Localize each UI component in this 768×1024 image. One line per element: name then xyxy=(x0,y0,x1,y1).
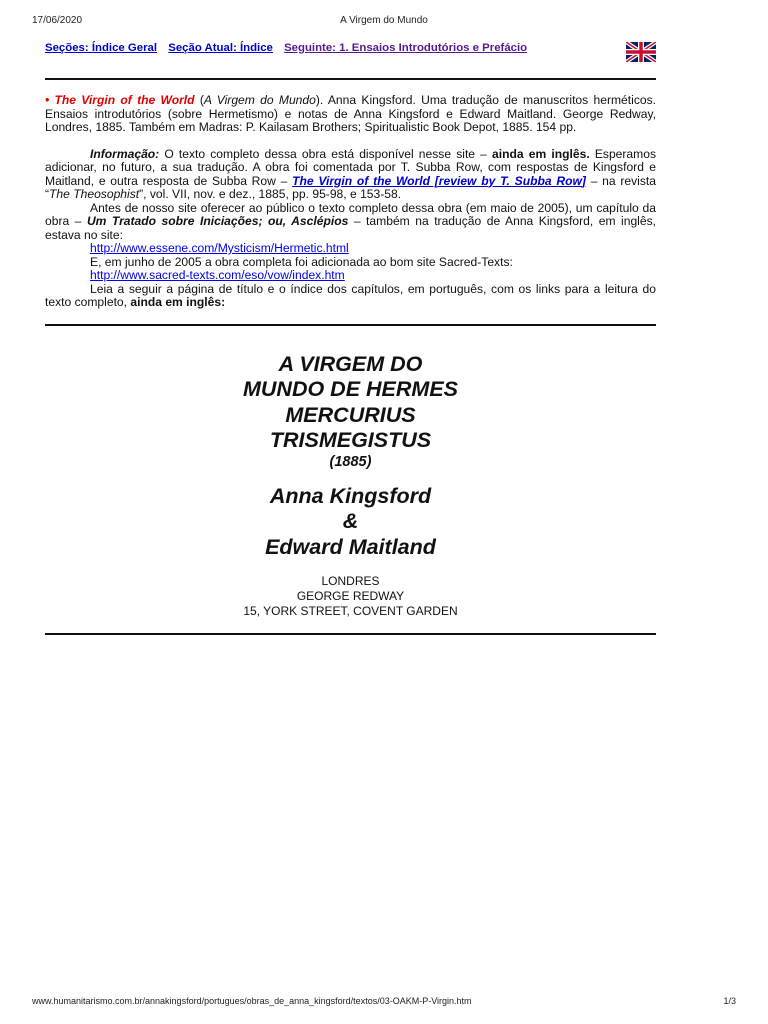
info-text-1: O texto completo dessa obra está disponível nesse site – xyxy=(159,146,493,161)
publisher-info xyxy=(45,574,656,619)
title-line-4: TRISMEGISTUS xyxy=(269,428,432,452)
authors xyxy=(45,484,656,561)
author-ampersand: & xyxy=(342,509,359,533)
before-text-2: – também na tradução de Anna Kingsford, em inglês, estava no site: xyxy=(45,214,656,242)
info-text-4: ”, vol. VII, nov. e dez., 1885, pp. 95-98, e 153-58. xyxy=(139,187,402,201)
chapter-title: Um Tratado sobre Iniciações; ou, Asclépios xyxy=(86,214,349,228)
print-date: 17/06/2020 xyxy=(32,15,83,26)
read-more-paragraph xyxy=(45,283,656,310)
print-footer xyxy=(32,996,736,1010)
before-text-1: Antes de nosso site oferecer ao público o texto completo dessa obra (em maio de 2005), um capítulo da obra – xyxy=(45,200,656,228)
book-title-portuguese: A Virgem do Mundo xyxy=(203,93,316,107)
publisher-name: GEORGE REDWAY xyxy=(296,589,405,603)
page-content xyxy=(45,42,656,635)
info-bold-1: ainda em inglês. xyxy=(492,146,590,161)
title-line-2: MUNDO DE HERMES xyxy=(242,377,458,401)
read-more-bold: ainda em inglês: xyxy=(130,295,226,309)
print-url: www.humanitarismo.com.br/annakingsford/portugues/obras_de_anna_kingsford/textos/03-OAKM-P-Virgin.htm xyxy=(32,996,472,1006)
essene-link[interactable]: http://www.essene.com/Mysticism/Hermetic.html xyxy=(90,241,349,255)
info-text-3: – na revista “ xyxy=(45,173,656,201)
intro-description: ). Anna Kingsford. Uma tradução de manuscritos herméticos. Ensaios introdutórios (sobre Hermetismo) e notas de Anna Kingsford e Edward Maitland. George Redway, Londres, 1885. Também em Madras: P. Kailasam Brothers; Spiritualistic Book Depot, 1885. 154 pp. xyxy=(45,93,656,134)
title-year: (1885) xyxy=(329,453,372,470)
read-more-text: Leia a seguir a página de título e o índice dos capítulos, em português, com os links para a leitura do texto completo, xyxy=(45,281,656,309)
page-number: 1/3 xyxy=(723,996,736,1006)
title-line-3: MERCURIUS xyxy=(285,402,416,427)
divider-middle xyxy=(45,324,656,326)
sacred-texts-link[interactable]: http://www.sacred-texts.com/eso/vow/index.htm xyxy=(90,268,345,282)
book-title-english: • The Virgin of the World xyxy=(45,93,195,107)
author-2: Edward Maitland xyxy=(265,534,436,559)
publisher-address: 15, YORK STREET, COVENT GARDEN xyxy=(243,604,458,618)
june-text: E, em junho de 2005 a obra completa foi adicionada ao bom site Sacred-Texts: xyxy=(90,254,513,269)
info-label: Informação: xyxy=(90,146,160,161)
divider-bottom xyxy=(45,633,656,635)
info-text-2: Esperamos adicionar, no futuro, a sua tradução. A obra foi comentada por T. Subba Row, com respostas de Kingsford e Maitland, e outra resposta de Subba Row – xyxy=(45,146,657,188)
title-page xyxy=(45,352,656,620)
nav-link-general-index[interactable]: Seções: Índice Geral xyxy=(45,42,158,54)
uk-flag-icon[interactable] xyxy=(626,42,656,62)
review-link[interactable]: The Virgin of the World [review by T. Subba Row] xyxy=(292,173,586,188)
nav-link-current-section[interactable]: Seção Atual: Índice xyxy=(168,42,273,54)
link2-line xyxy=(45,269,656,283)
info-paragraph xyxy=(45,148,656,202)
print-header xyxy=(32,15,736,31)
link1-line xyxy=(45,242,656,256)
print-title: A Virgem do Mundo xyxy=(340,15,428,26)
magazine-name: The Theosophist xyxy=(49,187,140,201)
publisher-city: LONDRES xyxy=(321,574,380,588)
divider-top xyxy=(45,78,656,80)
nav-link-next[interactable]: Seguinte: 1. Ensaios Introdutórios e Prefácio xyxy=(284,42,528,54)
before-paragraph xyxy=(45,202,656,243)
author-1: Anna Kingsford xyxy=(269,483,432,508)
section-nav xyxy=(45,42,656,64)
intro-paren: ( xyxy=(194,93,204,107)
title-line-1: A VIRGEM DO xyxy=(278,351,423,376)
intro-paragraph xyxy=(45,94,656,135)
